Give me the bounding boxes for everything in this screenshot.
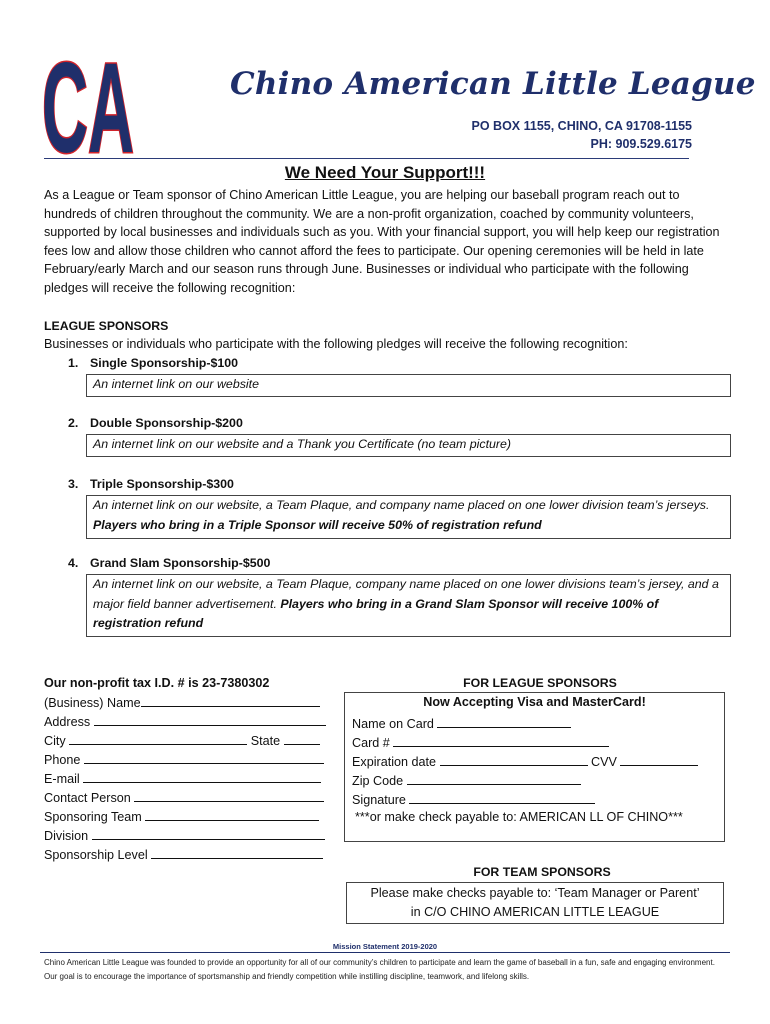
footer-divider <box>40 952 730 953</box>
tier-title <box>68 356 238 370</box>
mailing-address: PO BOX 1155, CHINO, CA 91708-1155 <box>471 119 692 133</box>
league-sponsors-subheading: Businesses or individuals who participate with the following pledges will receive the following recognition: <box>44 337 628 351</box>
tier-name: Double Sponsorship-$200 <box>90 416 243 430</box>
field-label: City <box>44 734 66 748</box>
name-on-card-field[interactable] <box>352 715 571 731</box>
tier-benefit-box <box>86 434 731 457</box>
tier-refund-note: Players who bring in a Grand Slam Sponsor will receive 100% of registration refund <box>93 596 659 630</box>
organization-name: Chino American Little League <box>230 66 756 102</box>
sponsoring-team-field[interactable] <box>44 808 319 824</box>
tax-id: Our non-profit tax I.D. # is 23-7380302 <box>44 676 270 690</box>
fill-line[interactable] <box>151 846 323 859</box>
tier-name: Single Sponsorship-$100 <box>90 356 239 370</box>
card-number-field[interactable] <box>352 734 609 750</box>
business-name-field[interactable] <box>44 694 320 710</box>
team-payment-title: FOR TEAM SPONSORS <box>473 865 611 879</box>
cvv-label: CVV <box>591 755 617 769</box>
phone-number: PH: 909.529.6175 <box>590 137 692 151</box>
state-fill-line[interactable] <box>284 732 320 745</box>
zip-code-field[interactable] <box>352 772 581 788</box>
division-field[interactable] <box>44 827 325 843</box>
fill-line[interactable] <box>84 751 324 764</box>
fill-line[interactable] <box>440 753 588 766</box>
field-label: Division <box>44 829 89 843</box>
tier-number: 2. <box>68 416 79 430</box>
field-label: Signature <box>352 793 406 807</box>
fill-line[interactable] <box>437 715 571 728</box>
logo-text: CA <box>42 37 134 180</box>
tier-benefit-box <box>86 374 731 397</box>
fill-line[interactable] <box>92 827 325 840</box>
team-check-note: Please make checks payable to: ‘Team Manager or Parent’ <box>370 886 700 900</box>
fill-line[interactable] <box>145 808 319 821</box>
cvv-fill-line[interactable] <box>620 753 698 766</box>
fill-line[interactable] <box>393 734 609 747</box>
expiration-field[interactable] <box>352 753 698 769</box>
mission-statement: Chino American Little League was founded to provide an opportunity for all of our community’s children to participate and learn the game of baseball in a fun, safe and engaging environment. Our goal is to encourage the importance of sportsmanship and friendly competition while instilling discipline, teamwork, and lifelong skills. <box>44 958 715 981</box>
fill-line[interactable] <box>407 772 581 785</box>
fill-line[interactable] <box>409 791 595 804</box>
city-field[interactable] <box>44 732 320 748</box>
field-label: Address <box>44 715 91 729</box>
check-payable-note: ***or make check payable to: AMERICAN LL OF CHINO*** <box>355 810 683 824</box>
tier-benefit: An internet link on our website, a Team Plaque, and company name placed on one lower division team’s jerseys. <box>93 498 710 512</box>
league-logo <box>40 37 136 180</box>
field-label: Zip Code <box>352 774 404 788</box>
team-check-note-care-of: in C/O CHINO AMERICAN LITTLE LEAGUE <box>410 905 660 919</box>
tier-number: 1. <box>68 356 79 370</box>
tier-benefit: An internet link on our website and a Thank you Certificate (no team picture) <box>93 437 512 451</box>
field-label: E-mail <box>44 772 80 786</box>
tier-benefit: An internet link on our website <box>93 377 259 391</box>
tier-benefit-box <box>86 495 731 539</box>
league-payment-title: FOR LEAGUE SPONSORS <box>463 676 617 690</box>
field-label: Card # <box>352 736 390 750</box>
field-label: Expiration date <box>352 755 437 769</box>
state-label: State <box>250 734 281 748</box>
email-field[interactable] <box>44 770 321 786</box>
field-label: Sponsorship Level <box>44 848 148 862</box>
contact-person-field[interactable] <box>44 789 324 805</box>
fill-line[interactable] <box>94 713 326 726</box>
tier-number: 4. <box>68 556 79 570</box>
fill-line[interactable] <box>69 732 247 745</box>
league-sponsors-heading: LEAGUE SPONSORS <box>44 319 169 333</box>
card-accepted-note: Now Accepting Visa and MasterCard! <box>423 695 646 709</box>
sponsorship-level-field[interactable] <box>44 846 323 862</box>
phone-field[interactable] <box>44 751 324 767</box>
fill-line[interactable] <box>141 694 320 707</box>
tier-refund-note: Players who bring in a Triple Sponsor will receive 50% of registration refund <box>93 517 542 532</box>
tier-benefit: An internet link on our website, a Team Plaque, company name placed on one lower divisions team’s jersey, and a major field banner advertisement. <box>93 577 719 611</box>
mission-title: Mission Statement 2019-2020 <box>332 942 438 951</box>
tier-benefit-box <box>86 574 731 637</box>
address-field[interactable] <box>44 713 326 729</box>
headline-text: We Need Your Support!!! <box>284 163 486 182</box>
tier-title <box>68 556 270 570</box>
intro-paragraph: As a League or Team sponsor of Chino American Little League, you are helping our baseball program reach out to hundreds of children throughout the community. We are a non-profit organization, coached by community volunteers, supported by local businesses and individuals such as you. With your financial support, you will help keep our registration fees low and allow those children who cannot afford the fees to participate. Our opening ceremonies will be held in late February/early March and our season runs through June. Businesses or individual who participate with the following pledges will receive the following recognition: <box>44 188 720 295</box>
field-label: Name on Card <box>352 717 434 731</box>
field-label: Contact Person <box>44 791 131 805</box>
tier-name: Triple Sponsorship-$300 <box>90 477 234 491</box>
fill-line[interactable] <box>134 789 324 802</box>
tier-title <box>68 416 243 430</box>
tier-name: Grand Slam Sponsorship-$500 <box>90 556 271 570</box>
headline <box>0 163 770 183</box>
field-label: Sponsoring Team <box>44 810 142 824</box>
field-label: (Business) Name <box>44 696 141 710</box>
signature-field[interactable] <box>352 791 595 807</box>
tier-number: 3. <box>68 477 79 491</box>
fill-line[interactable] <box>83 770 321 783</box>
header-divider <box>44 158 689 159</box>
tier-title <box>68 477 234 491</box>
field-label: Phone <box>44 753 81 767</box>
